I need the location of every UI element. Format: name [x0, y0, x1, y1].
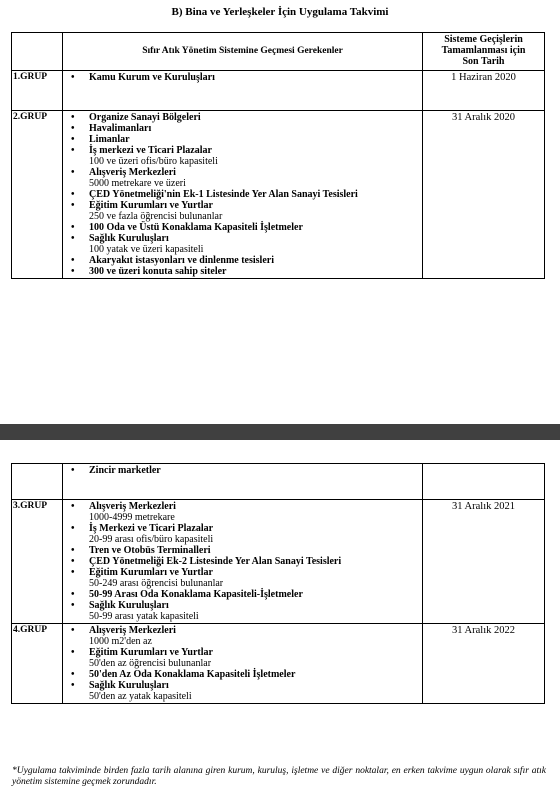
group-deadline: 1 Haziran 2020	[423, 71, 545, 111]
page-break-divider	[0, 424, 560, 440]
bullet-icon: •	[71, 134, 75, 145]
item-label: İş Merkezi ve Ticari Plazalar	[89, 523, 214, 534]
item-label: Alışveriş Merkezleri	[89, 625, 176, 636]
bullet-icon: •	[71, 145, 75, 156]
item-label: Sağlık Kuruluşları	[89, 233, 169, 244]
schedule-table-top	[11, 32, 545, 279]
bullet-icon: •	[71, 200, 75, 211]
group-items-cell	[63, 111, 423, 279]
bullet-icon: •	[71, 222, 75, 233]
list-item	[65, 567, 420, 589]
item-detail: 250 ve fazla öğrencisi bulunanlar	[89, 211, 223, 222]
list-item	[65, 200, 420, 222]
bullet-icon: •	[71, 501, 75, 512]
item-detail: 50-99 arası yatak kapasiteli	[89, 611, 199, 622]
group-items-cell	[63, 464, 423, 500]
item-detail: 100 yatak ve üzeri kapasiteli	[89, 244, 204, 255]
item-label: ÇED Yönetmeliği Ek-2 Listesinde Yer Alan Sanayi Tesisleri	[89, 556, 342, 567]
item-detail: 50'den az yatak kapasiteli	[89, 691, 192, 702]
bullet-icon: •	[71, 589, 75, 600]
group-name: 1.GRUP	[12, 71, 63, 111]
list-item	[65, 647, 420, 669]
footnote: *Uygulama takviminde birden fazla tarih alanına giren kurum, kuruluş, işletme ve diğer noktalar, en erken takvime uygun olarak sıfır atık yönetim sistemine geçmek zorundadır.	[12, 766, 546, 787]
list-item	[65, 680, 420, 702]
group-items-cell	[63, 624, 423, 704]
list-item	[65, 600, 420, 622]
group-deadline: 31 Aralık 2021	[423, 500, 545, 624]
bullet-icon: •	[71, 567, 75, 578]
item-label: ÇED Yönetmeliği'nin Ek-1 Listesinde Yer Alan Sanayi Tesisleri	[89, 189, 358, 200]
list-item	[65, 233, 420, 255]
list-item	[65, 669, 420, 680]
item-label: Akaryakıt istasyonları ve dinlenme tesisleri	[89, 255, 274, 266]
deadline-empty	[423, 464, 545, 500]
item-label: Eğitim Kurumları ve Yurtlar	[89, 567, 213, 578]
bullet-icon: •	[71, 680, 75, 691]
group-name: 3.GRUP	[12, 500, 63, 624]
bullet-icon: •	[71, 556, 75, 567]
list-item	[65, 123, 420, 134]
item-label: 50-99 Arası Oda Konaklama Kapasiteli-İşletmeler	[89, 589, 303, 600]
item-detail: 100 ve üzeri ofis/büro kapasiteli	[89, 156, 218, 167]
continuation-row	[12, 464, 545, 500]
list-item	[65, 167, 420, 189]
bullet-icon: •	[71, 189, 75, 200]
group-row	[12, 500, 545, 624]
item-label: Alışveriş Merkezleri	[89, 501, 176, 512]
list-item	[65, 556, 420, 567]
bullet-icon: •	[71, 72, 75, 83]
group-name: 2.GRUP	[12, 111, 63, 279]
list-item	[65, 589, 420, 600]
item-label: Tren ve Otobüs Terminalleri	[89, 545, 211, 556]
header-date-column	[423, 33, 545, 71]
group-deadline: 31 Aralık 2022	[423, 624, 545, 704]
table-header-row	[12, 33, 545, 71]
list-item	[65, 72, 420, 83]
item-detail: 1000-4999 metrekare	[89, 512, 175, 523]
list-item	[65, 145, 420, 167]
list-item	[65, 112, 420, 123]
item-detail: 20-99 arası ofis/büro kapasiteli	[89, 534, 214, 545]
item-label: Alışveriş Merkezleri	[89, 167, 176, 178]
item-detail: 50'den az öğrencisi bulunanlar	[89, 658, 212, 669]
list-item	[65, 189, 420, 200]
item-detail: 1000 m2'den az	[89, 636, 152, 647]
list-item	[65, 523, 420, 545]
group-items-cell	[63, 71, 423, 111]
item-label: 50'den Az Oda Konaklama Kapasiteli İşletmeler	[89, 669, 296, 680]
list-item	[65, 501, 420, 523]
bullet-icon: •	[71, 669, 75, 680]
bullet-icon: •	[71, 167, 75, 178]
bullet-icon: •	[71, 465, 75, 476]
item-label: 300 ve üzeri konuta sahip siteler	[89, 266, 227, 277]
list-item	[65, 625, 420, 647]
list-item	[65, 545, 420, 556]
item-label: Zincir marketler	[89, 465, 161, 476]
list-item	[65, 266, 420, 277]
header-main-column: Sıfır Atık Yönetim Sistemine Geçmesi Gerekenler	[63, 33, 423, 71]
item-label: İş merkezi ve Ticari Plazalar	[89, 145, 212, 156]
bullet-icon: •	[71, 255, 75, 266]
item-label: Kamu Kurum ve Kuruluşları	[89, 72, 215, 83]
group-row	[12, 624, 545, 704]
list-item	[65, 222, 420, 233]
item-label: Eğitim Kurumları ve Yurtlar	[89, 200, 213, 211]
bullet-icon: •	[71, 625, 75, 636]
bullet-icon: •	[71, 112, 75, 123]
group-row	[12, 111, 545, 279]
item-detail: 5000 metrekare ve üzeri	[89, 178, 186, 189]
item-label: Organize Sanayi Bölgeleri	[89, 112, 201, 123]
group-items-cell	[63, 500, 423, 624]
item-label: Sağlık Kuruluşları	[89, 680, 169, 691]
group-row	[12, 71, 545, 111]
bullet-icon: •	[71, 233, 75, 244]
item-label: Havalimanları	[89, 123, 152, 134]
item-label: 100 Oda ve Üstü Konaklama Kapasiteli İşletmeler	[89, 222, 303, 233]
group-deadline: 31 Aralık 2020	[423, 111, 545, 279]
list-item	[65, 134, 420, 145]
header-empty-cell	[12, 33, 63, 71]
bullet-icon: •	[71, 123, 75, 134]
group-name: 4.GRUP	[12, 624, 63, 704]
bullet-icon: •	[71, 266, 75, 277]
bullet-icon: •	[71, 600, 75, 611]
list-item	[65, 465, 420, 476]
item-label: Eğitim Kurumları ve Yurtlar	[89, 647, 213, 658]
header-date-line: Tamamlanması için	[441, 45, 526, 56]
group-name-empty	[12, 464, 63, 500]
document-page-bottom	[0, 440, 560, 801]
header-date-line: Son Tarih	[462, 56, 505, 67]
header-date-line: Sisteme Geçişlerin	[444, 34, 523, 45]
schedule-table-bottom	[11, 463, 545, 704]
bullet-icon: •	[71, 647, 75, 658]
section-title: B) Bina ve Yerleşkeler İçin Uygulama Takvimi	[171, 6, 389, 18]
item-label: Limanlar	[89, 134, 130, 145]
bullet-icon: •	[71, 523, 75, 534]
item-detail: 50-249 arası öğrencisi bulunanlar	[89, 578, 224, 589]
list-item	[65, 255, 420, 266]
bullet-icon: •	[71, 545, 75, 556]
item-label: Sağlık Kuruluşları	[89, 600, 169, 611]
